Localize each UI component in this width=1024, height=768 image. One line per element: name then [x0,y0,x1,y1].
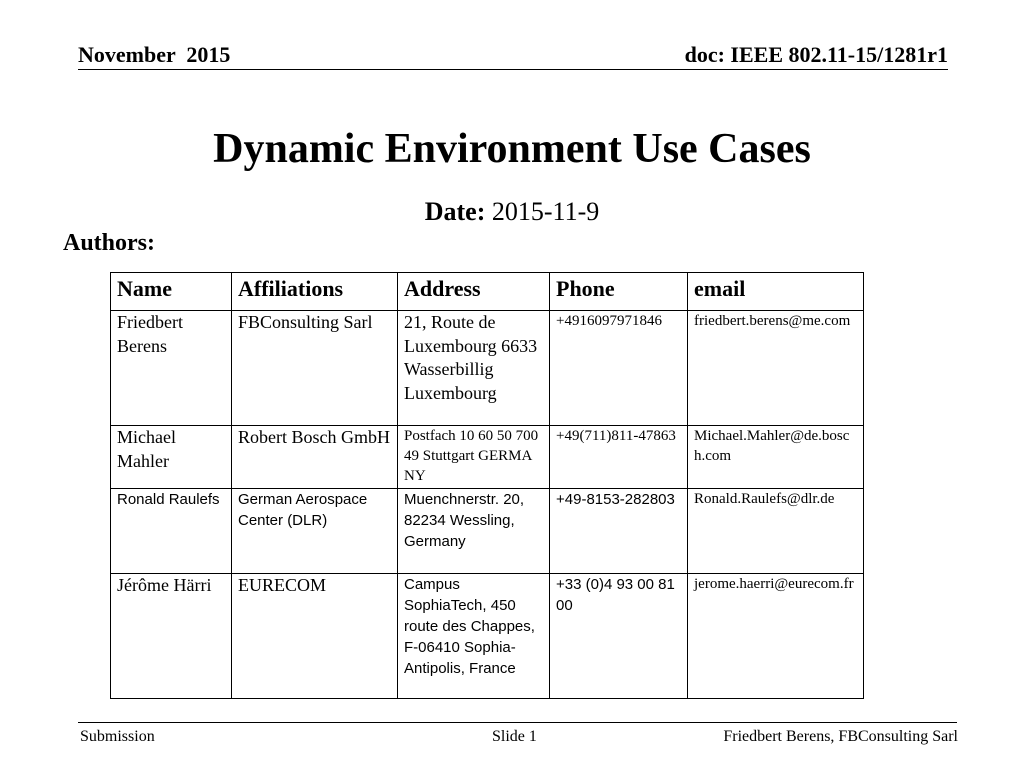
author-email: friedbert.berens@me.com [688,311,864,426]
author-phone: +4916097971846 [550,311,688,426]
author-email: Michael.Mahler@de.bosch.com [688,426,864,489]
table-row [111,426,864,489]
date-line [0,197,1024,227]
author-address: Campus SophiaTech, 450 route des Chappes, F-06410 Sophia-Antipolis, France [398,574,550,699]
header-date: November 2015 [78,42,231,67]
author-address: Postfach 10 60 50 70049 Stuttgart GERMANY [398,426,550,489]
author-address: 21, Route de Luxembourg 6633 Wasserbillig Luxembourg [398,311,550,426]
col-header-name: Name [111,273,232,311]
author-email: Ronald.Raulefs@dlr.de [688,489,864,574]
table-header-row [111,273,864,311]
author-name: Friedbert Berens [111,311,232,426]
author-name: Ronald Raulefs [111,489,232,574]
authors-table [110,272,864,699]
footer-submission: Submission [80,728,155,745]
footer-author: Friedbert Berens, FBConsulting Sarl [723,728,958,745]
author-phone: +49-8153-282803 [550,489,688,574]
col-header-email: email [688,273,864,311]
footer-slide-number: Slide 1 [492,728,537,745]
author-affiliation: EURECOM [232,574,398,699]
author-phone: +49(711)811-47863 [550,426,688,489]
author-affiliation: FBConsulting Sarl [232,311,398,426]
col-header-phone: Phone [550,273,688,311]
author-name: Jérôme Härri [111,574,232,699]
table-row [111,574,864,699]
table-row [111,489,864,574]
footer-rule [78,722,957,723]
col-header-address: Address [398,273,550,311]
col-header-affiliations: Affiliations [232,273,398,311]
slide-title: Dynamic Environment Use Cases [213,126,811,172]
author-email: jerome.haerri@eurecom.fr [688,574,864,699]
authors-label: Authors: [63,230,156,256]
header-rule [78,69,948,70]
author-phone: +33 (0)4 93 00 81 00 [550,574,688,699]
header-doc-id: doc: IEEE 802.11-15/1281r1 [684,42,948,67]
date-value: 2015-11-9 [485,197,600,226]
date-label: Date: [424,197,486,226]
author-affiliation: German Aerospace Center (DLR) [232,489,398,574]
author-address: Muenchnerstr. 20, 82234 Wessling, Germany [398,489,550,574]
table-row [111,311,864,426]
author-affiliation: Robert Bosch GmbH [232,426,398,489]
author-name: Michael Mahler [111,426,232,489]
